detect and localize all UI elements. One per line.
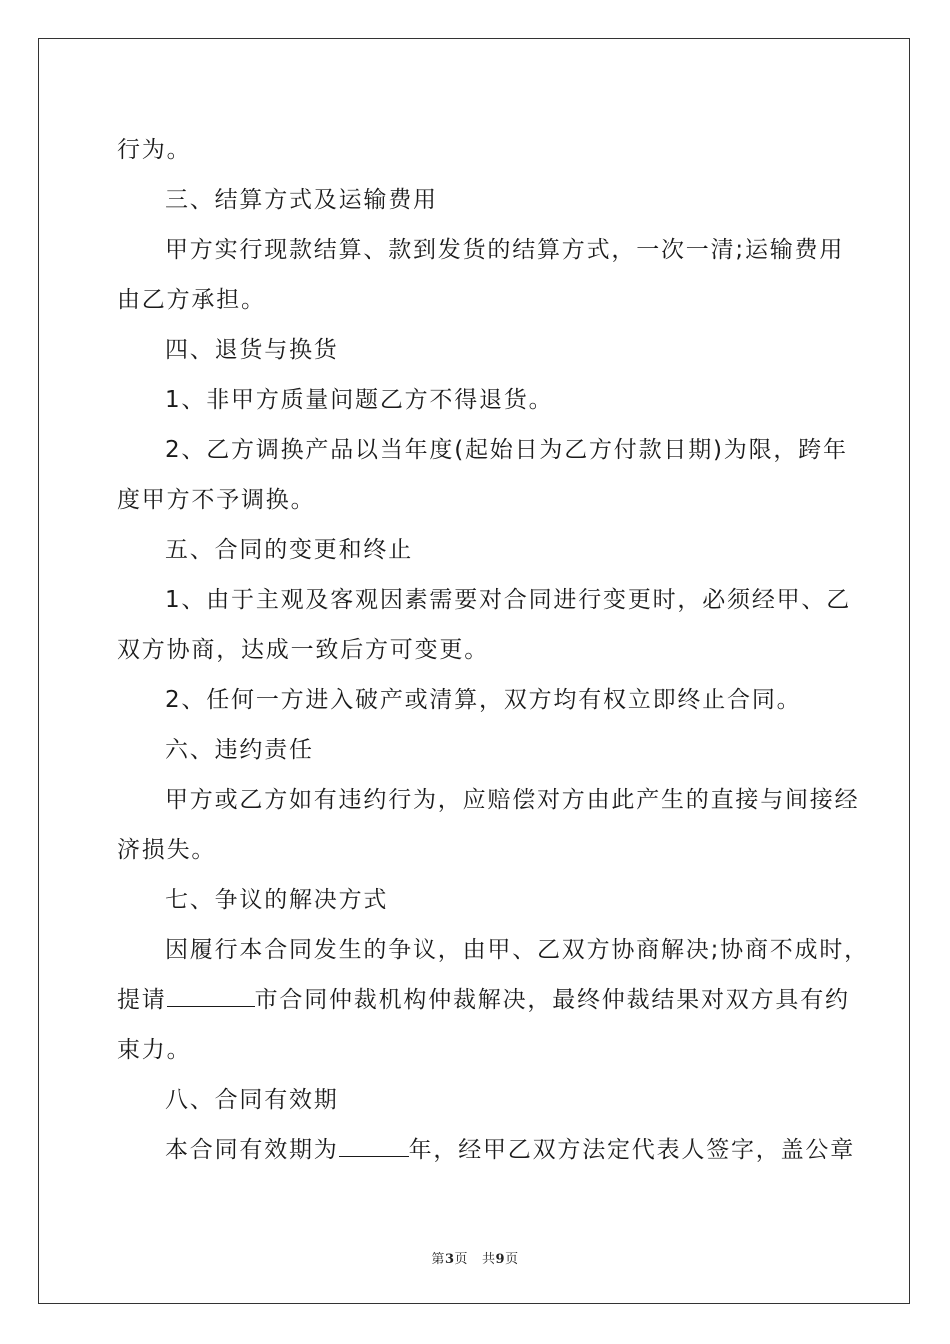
paragraph-line: 行为。 bbox=[117, 137, 192, 163]
page-suffix: 页 bbox=[454, 1252, 468, 1267]
total-suffix: 页 bbox=[505, 1252, 519, 1267]
paragraph-line: 双方协商，达成一致后方可变更。 bbox=[117, 637, 489, 663]
page-prefix: 第 bbox=[431, 1252, 445, 1267]
section-heading: 八、合同有效期 bbox=[165, 1087, 339, 1113]
paragraph-line bbox=[117, 1125, 856, 1175]
line-text: 本合同有效期为 bbox=[165, 1137, 339, 1163]
paragraph-line: 1、非甲方质量问题乙方不得退货。 bbox=[165, 387, 554, 413]
total-page-number: 9 bbox=[495, 1252, 506, 1267]
paragraph-line: 由乙方承担。 bbox=[117, 287, 266, 313]
paragraph-line: 甲方或乙方如有违约行为，应赔偿对方由此产生的直接与间接经 bbox=[165, 787, 860, 813]
fill-in-blank bbox=[167, 980, 255, 1007]
section-heading: 三、结算方式及运输费用 bbox=[165, 187, 438, 213]
paragraph-line: 2、乙方调换产品以当年度(起始日为乙方付款日期)为限，跨年 bbox=[165, 437, 848, 463]
paragraph-line: 济损失。 bbox=[117, 837, 217, 863]
paragraph-line: 因履行本合同发生的争议，由甲、乙双方协商解决;协商不成时， bbox=[165, 937, 869, 963]
paragraph-line: 1、由于主观及客观因素需要对合同进行变更时，必须经甲、乙 bbox=[165, 587, 852, 613]
current-page-number: 3 bbox=[444, 1252, 455, 1267]
page-footer bbox=[0, 1248, 950, 1267]
section-heading: 七、争议的解决方式 bbox=[165, 887, 389, 913]
paragraph-line: 束力。 bbox=[117, 1037, 192, 1063]
paragraph-line: 2、任何一方进入破产或清算，双方均有权立即终止合同。 bbox=[165, 687, 802, 713]
section-heading: 六、违约责任 bbox=[165, 737, 314, 763]
fill-in-blank bbox=[339, 1130, 409, 1157]
line-text: 提请 bbox=[117, 987, 167, 1013]
document-body bbox=[117, 125, 869, 1175]
line-text: 年，经甲乙双方法定代表人签字，盖公章 bbox=[408, 1137, 856, 1163]
paragraph-line bbox=[117, 975, 850, 1025]
paragraph-line: 甲方实行现款结算、款到发货的结算方式，一次一清;运输费用 bbox=[165, 237, 845, 263]
line-text: 市合同仲裁机构仲裁解决，最终仲裁结果对双方具有约 bbox=[254, 987, 850, 1013]
total-prefix: 共 bbox=[482, 1252, 496, 1267]
section-heading: 五、合同的变更和终止 bbox=[165, 537, 413, 563]
paragraph-line: 度甲方不予调换。 bbox=[117, 487, 316, 513]
section-heading: 四、退货与换货 bbox=[165, 337, 339, 363]
